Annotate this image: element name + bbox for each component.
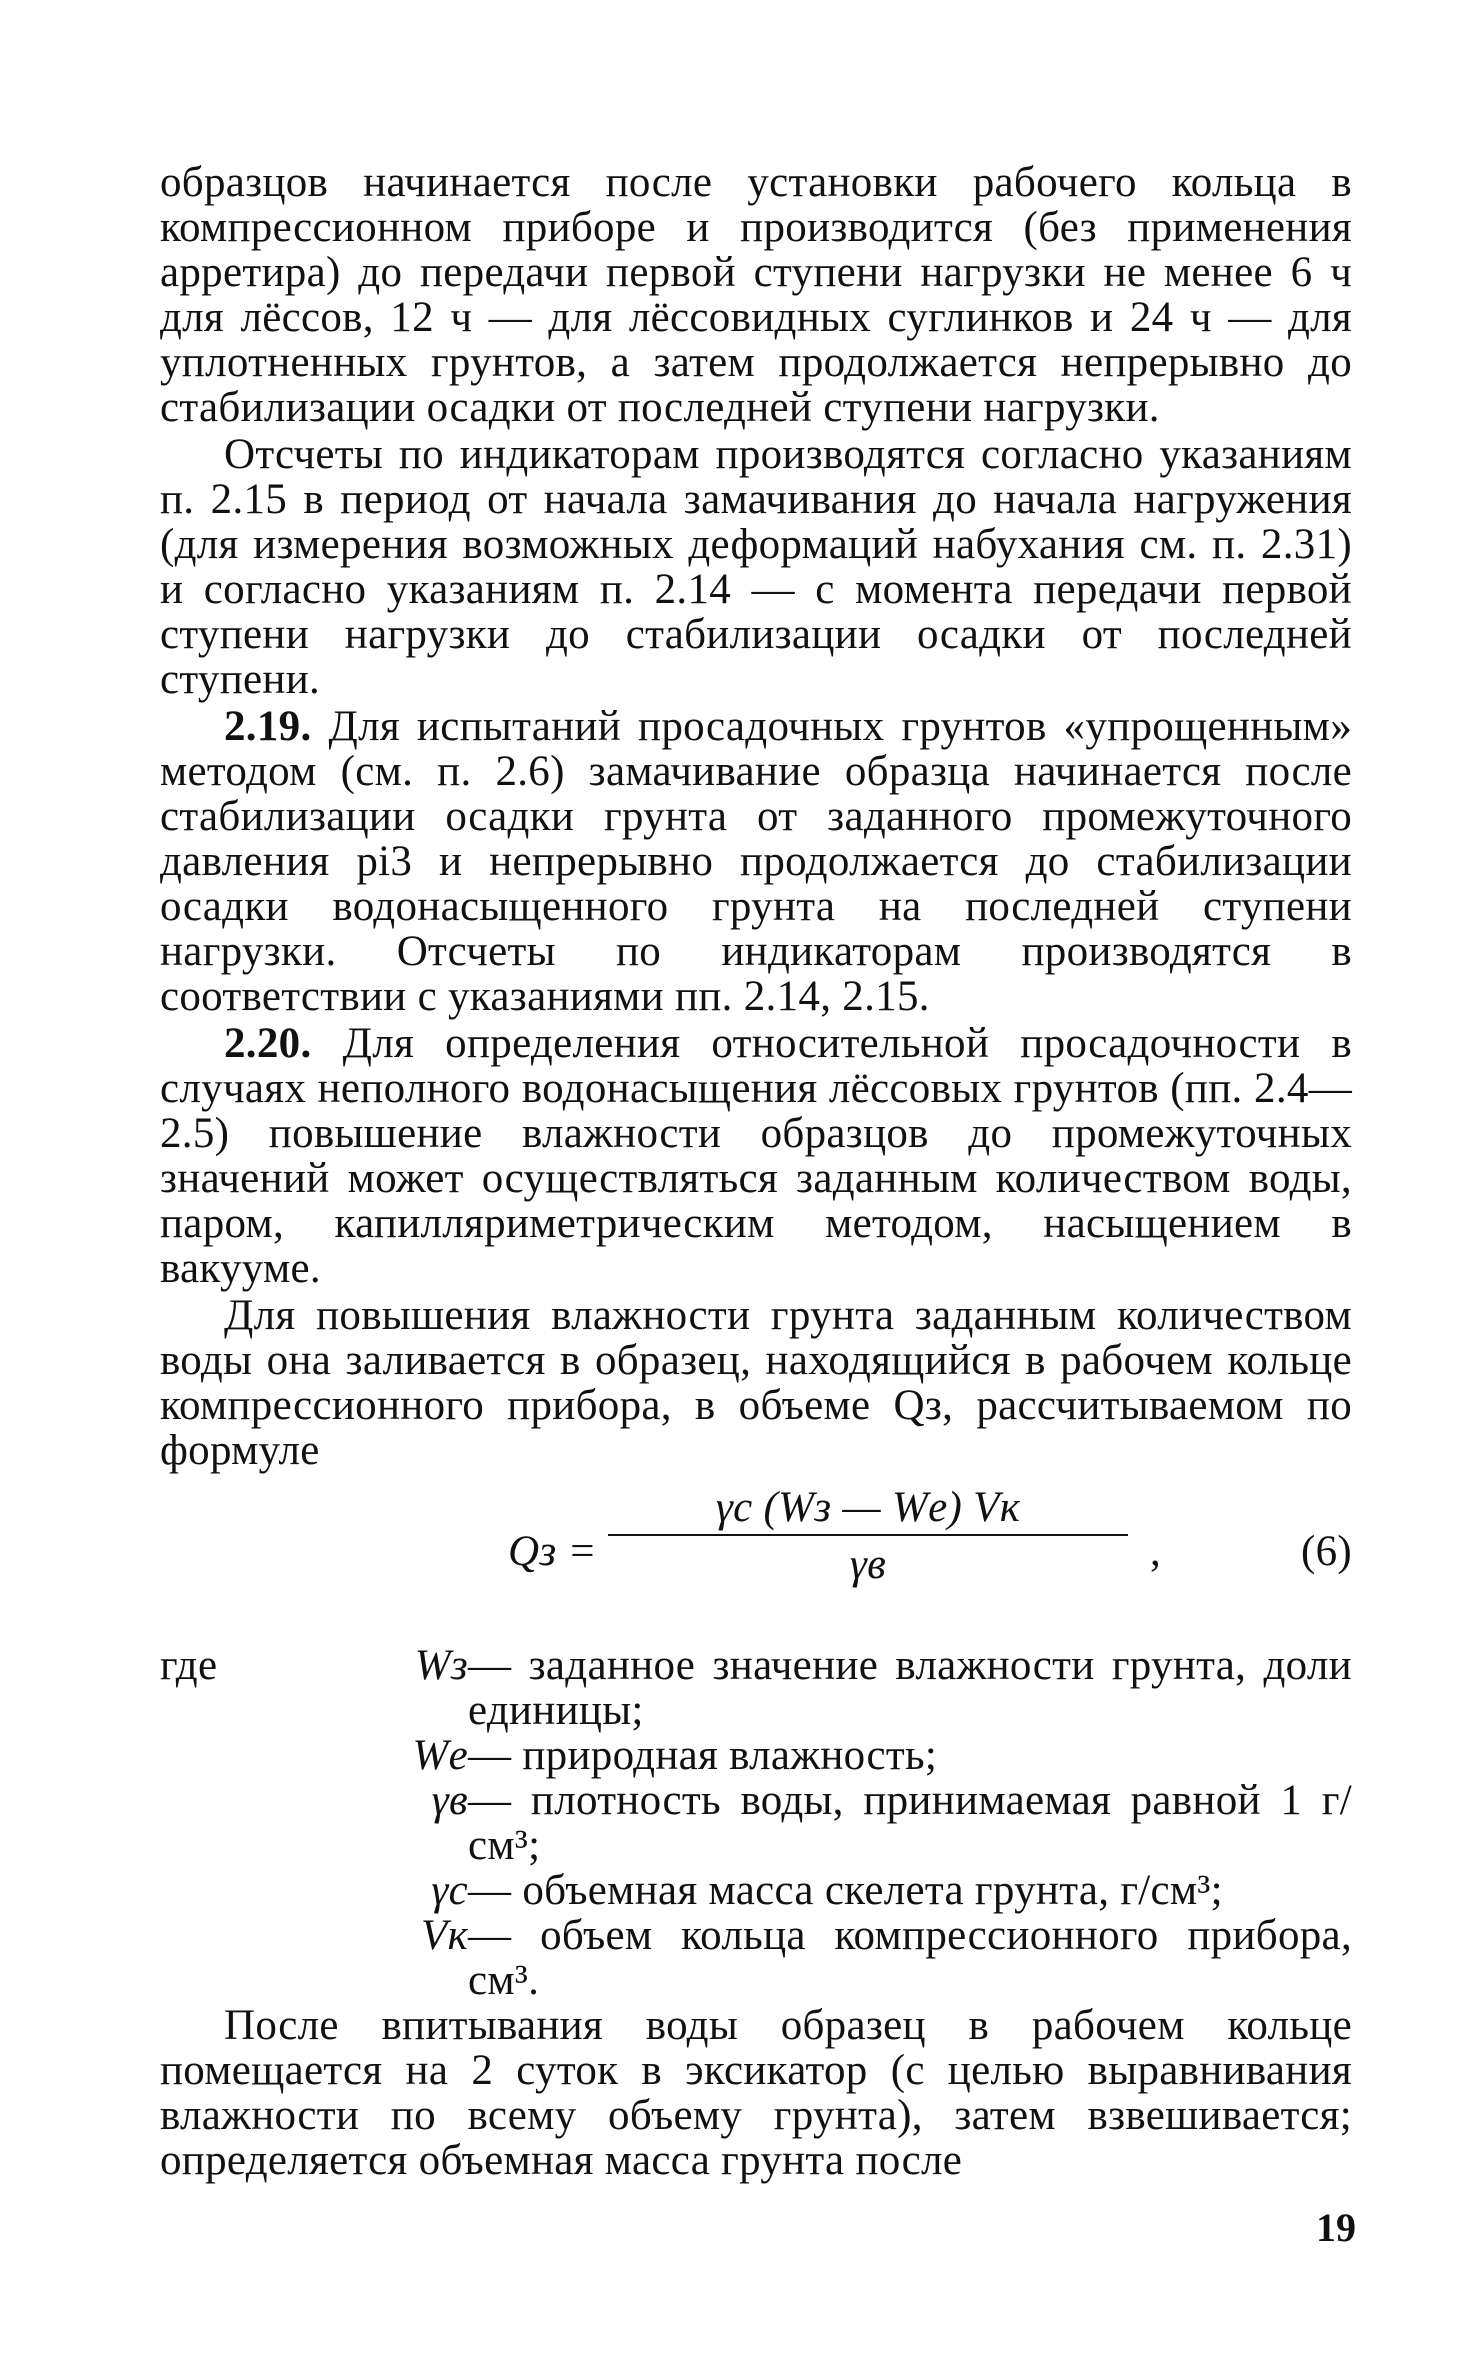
definition-item [160,1913,1352,2003]
body-text [160,160,1352,2183]
section-2-19 [160,704,1352,1019]
section-text: Для определения относительной просадочности в случаях неполного водонасыщения лёссовых грунтов (пп. 2.4—2.5) повышение влажности образцов до промежуточных значений может осуществляться заданным количеством воды, паром, капилляриметрическим методом, насыщением в вакууме. [160,1020,1352,1292]
section-text: Для испытаний просадочных грунтов «упрощенным» методом (см. п. 2.6) замачивание образца начинается после стабилизации осадки грунта от заданного промежуточного давления pi3 и непрерывно продолжается до стабилизации осадки водонасыщенного грунта на последней ступени нагрузки. Отсчеты по индикаторам производятся в соответствии с указаниями пп. 2.14, 2.15. [160,703,1352,1020]
paragraph-before-formula: Для повышения влажности грунта заданным количеством воды она заливается в образец, находящийся в рабочем кольце компрессионного прибора, в объеме Qз, рассчитываемом по формуле [160,1292,1352,1474]
formula-6 [160,1485,1352,1635]
paragraph-2: Отсчеты по индикаторам производятся согласно указаниям п. 2.15 в период от начала замачивания до начала нагружения (для измерения возможных деформаций набухания см. п. 2.31) и согласно указаниям п. 2.14 — с момента передачи первой ступени нагрузки до стабилизации осадки от последней ступени. [160,431,1352,703]
definition-symbol: Vк [421,1912,468,1959]
definitions-list [160,1643,1352,2003]
definition-text: — природная влажность; [468,1732,938,1779]
definition-item [160,1778,1352,1868]
section-number: 2.19. [224,703,312,750]
formula-comma: , [1150,1528,1162,1575]
formula-number: (6) [1300,1528,1352,1575]
definition-text: — плотность воды, принимаемая равной 1 г/см³; [468,1777,1352,1869]
formula-numerator: γс (Wз — Wе) Vк [715,1484,1021,1531]
definition-item [160,1733,1352,1778]
definition-symbol: γв [431,1777,468,1824]
definition-text: — заданное значение влажности грунта, доли единицы; [468,1642,1352,1734]
definition-symbol: γс [431,1867,468,1914]
definition-lead: где [160,1642,218,1689]
definition-item [160,1643,1352,1733]
final-paragraph: После впитывания воды образец в рабочем кольце помещается на 2 суток в эксикатор (с целью выравнивания влажности по всему объему грунта), затем взвешивается; определяется объемная масса грунта после [160,2002,1352,2184]
page-number: 19 [1316,2205,1356,2250]
definition-symbol: Wе [412,1732,468,1779]
formula-fraction [608,1485,1128,1587]
section-number: 2.20. [224,1020,312,1067]
definition-text: — объем кольца компрессионного прибора, см³. [468,1912,1352,2004]
paragraph-1: образцов начинается после установки рабочего кольца в компрессионном приборе и производится (без применения арретира) до передачи первой ступени нагрузки не менее 6 ч для лёссов, 12 ч — для лёссовидных суглинков и 24 ч — для уплотненных грунтов, а затем продолжается непрерывно до стабилизации осадки от последней ступени нагрузки. [160,159,1352,431]
formula-denominator: γв [849,1541,887,1588]
definition-text: — объемная масса скелета грунта, г/см³; [468,1867,1223,1914]
formula-lhs: Qз = [508,1528,597,1575]
definition-symbol: Wз [414,1642,468,1689]
definition-item [160,1868,1352,1913]
section-2-20 [160,1021,1352,1291]
